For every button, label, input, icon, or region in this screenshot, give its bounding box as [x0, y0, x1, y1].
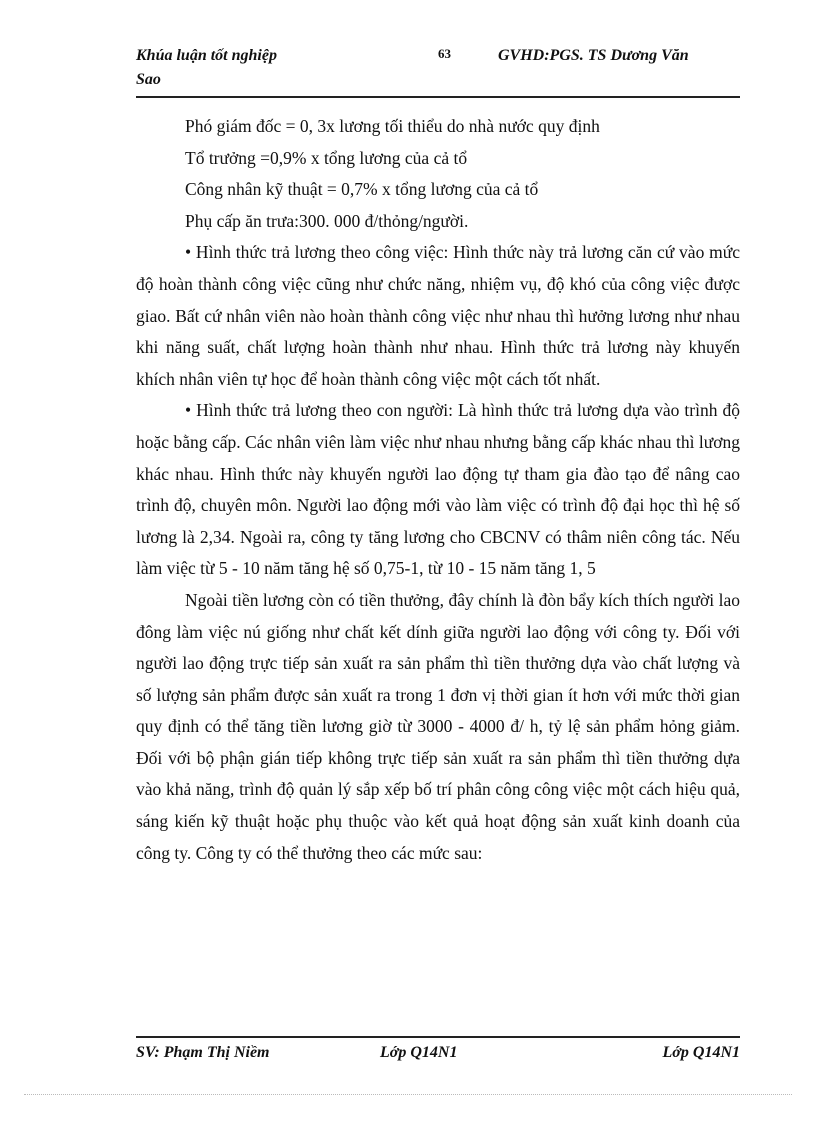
- page-footer: [136, 1036, 740, 1068]
- paragraph-pay-by-job: • Hình thức trả lương theo công việc: Hình thức này trả lương căn cứ vào mức độ hoàn thành công việc cũng như chức năng, nhiệm vụ, độ khó của công việc được giao. Bất cứ nhân viên nào hoàn thành công việc như nhau thì hưởng lương như nhau khi năng suất, chất lượng hoàn thành như nhau. Hình thức trả lương này khuyến khích nhân viên tự học để hoàn thành công việc một cách tốt nhất.: [136, 242, 740, 389]
- page-number: 63: [438, 46, 451, 61]
- page-header: [136, 44, 740, 98]
- text-line: Tổ trưởng =0,9% x tổng lương của cả tổ: [185, 147, 468, 168]
- header-thesis-title: [136, 44, 336, 92]
- paragraph-bonus: Ngoài tiền lương còn có tiền thưởng, đây chính là đòn bẩy kích thích người lao đông làm việc nú giống như chất kết dính giữa người lao động với công ty. Đối với người lao động trực tiếp sản xuất ra sản phẩm thì tiền thưởng dựa vào chất lượng và số lượng sản phẩm được sản xuất ra trong 1 đơn vị thời gian ít hơn với mức thời gian quy định có thể tăng tiền lương giờ từ 3000 - 4000 đ/ h, tỷ lệ sản phẩm hỏng giảm. Đối với bộ phận gián tiếp không trực tiếp sản xuất ra sản phẩm thì tiền thưởng dựa vào khả năng, trình độ quản lý sắp xếp bố trí phân công công việc một cách hiệu quả, sáng kiến kỹ thuật hoặc phụ thuộc vào kết quả hoạt động sản xuất kinh doanh của công ty. Công ty có thể thưởng theo các mức sau:: [136, 589, 740, 863]
- footer-student: SV: Phạm Thị Niềm: [136, 1044, 270, 1061]
- text-line: Phó giám đốc = 0, 3x lương tối thiểu do nhà nước quy định: [185, 116, 600, 136]
- footer-class: Lớp Q14N1: [380, 1044, 458, 1061]
- header-supervisor: GVHD:PGS. TS Dương Văn: [498, 47, 689, 64]
- paragraph-pay-by-person: • Hình thức trả lương theo con người: Là hình thức trả lương dựa vào trình độ hoặc bằng cấp. Các nhân viên làm việc như nhau nhưng bằng cấp khác nhau thì lương khác nhau. Hình thức này khuyến người lao động tự tham gia đào tạo để nâng cao trình độ, chuyên môn. Người lao động mới vào làm việc có trình độ đại học thì hệ số lương là 2,34. Ngoài ra, công ty tăng lương cho CBCNV có thâm niên công tác. Nếu làm việc từ 5 - 10 năm tăng hệ số 0,75-1, từ 10 - 15 năm tăng 1, 5: [136, 400, 740, 579]
- header-left-line1: Khúa luận tốt nghiệp: [136, 47, 277, 64]
- document-body: [136, 111, 740, 869]
- text-line: Phụ cấp ăn trưa:300. 000 đ/thỏng/người.: [185, 210, 469, 231]
- text-line: Công nhân kỹ thuật = 0,7% x tổng lương của cả tổ: [185, 179, 539, 200]
- header-left-line2: Sao: [136, 71, 161, 88]
- page-border-dotted: [24, 1094, 792, 1095]
- footer-class-right: Lớp Q14N1: [662, 1044, 740, 1061]
